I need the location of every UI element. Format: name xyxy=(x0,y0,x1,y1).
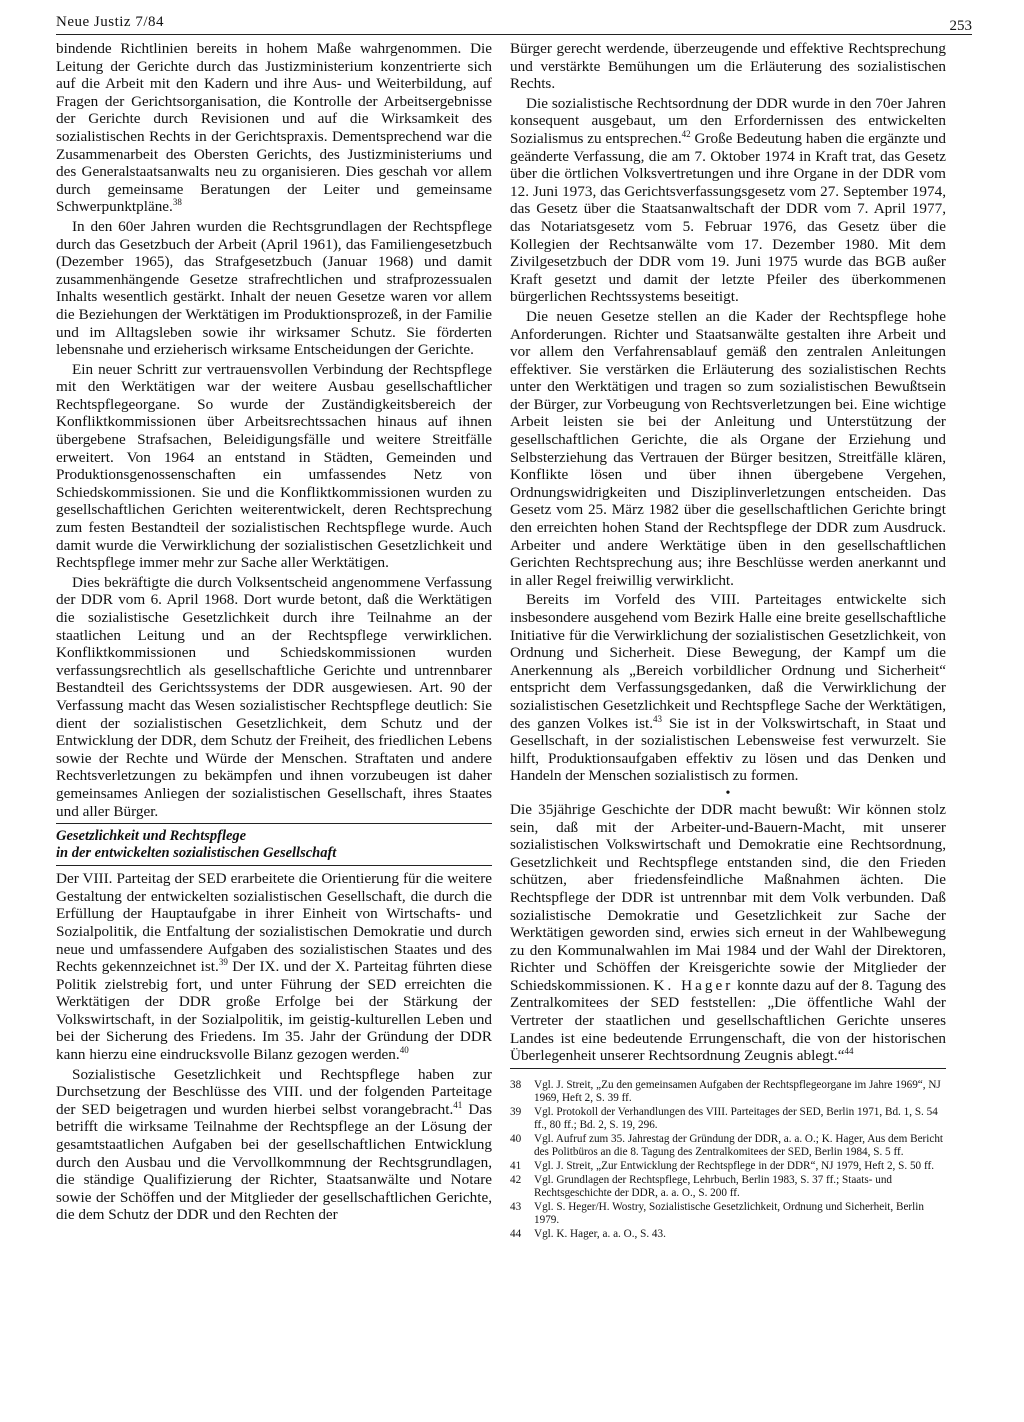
footnote-number: 42 xyxy=(510,1173,522,1186)
footnote-text: Vgl. Protokoll der Verhandlungen des VIII. Parteitages der SED, Berlin 1971, Bd. 1, S. 54 ff., 80 ff.; Bd. 2, S. 19, 296. xyxy=(534,1105,938,1131)
footnote-ref: 40 xyxy=(399,1045,409,1055)
footnote-text: Vgl. Aufruf zum 35. Jahrestag der Gründung der DDR, a. a. O.; K. Hager, Aus dem Bericht des Politbüros an die 8. Tagung des Zentralkomitees der SED, Berlin 1984, S. 5 ff. xyxy=(534,1132,944,1158)
footnote-text: Vgl. S. Heger/H. Wostry, Sozialistische Gesetzlichkeit, Ordnung und Sicherheit, Berlin 1979. xyxy=(534,1200,924,1226)
paragraph: In den 60er Jahren wurden die Rechtsgrundlagen der Rechtspflege durch das Gesetzbuch der Arbeit (April 1961), das Familiengesetzbuch (Dezember 1965), das Strafgesetzbuch (Januar 1968) und damit zusammenhängende Gesetze strafrechtlichen und strafprozessualen Inhalts wesentlich gestärkt. Inhalt der neuen Gesetze waren vor allem die Beziehungen der Werktätigen im Produktionsprozeß, in der Familie und im Alltagsleben sowie ihr wirksamer Schutz. Sie förderten lebensnahe und erzieherisch wirksame Entscheidungen der Gerichte. xyxy=(56,217,492,359)
author-name: K. Hager xyxy=(653,976,734,994)
footnote-number: 38 xyxy=(510,1078,522,1091)
footnote-text: Vgl. K. Hager, a. a. O., S. 43. xyxy=(534,1227,666,1240)
section-heading xyxy=(56,828,492,862)
paragraph xyxy=(510,801,946,1065)
footnote xyxy=(510,1228,946,1241)
paragraph: Bürger gerecht werdende, überzeugende und effektive Rechtsprechung und verstärkte Bemühungen um die Erläuterung des sozialistischen Rechts. xyxy=(510,40,946,93)
paragraph-text: Die sozialistische Rechtsordnung der DDR wurde in den 70er Jahren konsequent ausgebaut, um den Erfordernissen des entwickelten Sozialismus zu entsprechen. xyxy=(510,94,946,147)
footnote-text: Vgl. Grundlagen der Rechtspflege, Lehrbuch, Berlin 1983, S. 37 ff.; Staats- und Rechtsgeschichte der DDR, a. a. O., S. 200 ff. xyxy=(534,1173,893,1199)
footnote-text: Vgl. J. Streit, „Zu den gemeinsamen Aufgaben der Rechtspflegeorgane im Jahre 1969“, NJ 1969, Heft 2, S. 39 ff. xyxy=(534,1078,941,1104)
footnote-number: 44 xyxy=(510,1227,522,1240)
paragraph-text: konnte dazu auf der 8. Tagung des Zentralkomitees der SED feststellen: „Die öffentliche Wahl der Vertreter der staatlichen und gesellschaftlichen Gerichte unseres Landes ist eine bedeutende Errungenschaft, die von der historischen Überlegenheit unserer Rechtsordnung Zeugnis ablegt.“ xyxy=(510,976,947,1065)
paragraph xyxy=(56,1066,492,1224)
footnote-number: 40 xyxy=(510,1132,522,1145)
footnote xyxy=(510,1201,946,1227)
paragraph-text: bindende Richtlinien bereits in hohem Maße wahrgenommen. Die Leitung der Gerichte durch das Justizministerium konzentrierte sich auf die Arbeit mit den Kadern und ihre Aus- und Weiterbildung, auf Fragen der Gerichtsorganisation, die Kontrolle der Arbeitsergebnisse der Gerichte durch Revisionen und auf die Wirksamkeit des sozialistischen Rechts in der Gerichtspraxis. Dementsprechend war die Zusammenarbeit des Obersten Gerichts, des Justizministeriums und des Generalstaatsanwalts neu zu organisieren. Dies geschah vor allem durch gemeinsame Beratungen der Leiter und gemeinsame Schwerpunktpläne. xyxy=(56,40,492,216)
paragraph xyxy=(56,40,492,216)
paragraph xyxy=(510,591,946,785)
footnotes xyxy=(510,1079,946,1241)
footnote xyxy=(510,1106,946,1132)
footnote-number: 41 xyxy=(510,1159,522,1172)
footnote-ref: 43 xyxy=(653,713,662,724)
paragraph: Ein neuer Schritt zur vertrauensvollen Verbindung der Rechtspflege mit den Werktätigen war der weitere Ausbau gesellschaftlicher Rechtspflegeorgane. So wurde der Zuständigkeitsbereich der Konfliktkommissionen über Arbeitsrechtssachen hinaus auf ihnen übergebene Strafsachen, Beleidigungsfälle und weitere Streitfälle erweitert. Von 1964 an entstand in Städten, Gemeinden und Produktionsgenossenschaften ein umfassendes Netz von Schiedskommissionen. Sie und die Konfliktkommissionen wurden zu gesellschaftlichen Gerichten weiterentwickelt, deren Rechtsprechung zum festen Bestandteil der sozialistischen Rechtspflege wurde. Auch damit wurde die Verwirklichung der sozialistischen Gesetzlichkeit und Rechtspflege immer mehr zur Sache aller Werktätigen. xyxy=(56,360,492,572)
header-rule xyxy=(56,34,972,35)
footnote xyxy=(510,1133,946,1159)
footnote-text: Vgl. J. Streit, „Zur Entwicklung der Rechtspflege in der DDR“, NJ 1979, Heft 2, S. 50 ff. xyxy=(534,1159,934,1172)
footnote-ref: 38 xyxy=(172,197,182,208)
paragraph xyxy=(510,95,946,306)
paragraph-text: Das betrifft die wirksame Teilnahme der Rechtspflege an der Lösung der gesamtstaatlichen Aufgaben bei der gesellschaftlichen Entwicklung durch den Ausbau und die Vervollkommnung der Rechtsgrundlagen, die ständige Qualifizierung der Richter, Staatsanwälte und Notare sowie der Schöffen und der Mitglieder der gesellschaftlichen Gerichte, die dem Schutz der DDR und den Rechten der xyxy=(56,1100,493,1224)
paragraph-text: Bereits im Vorfeld des VIII. Parteitages entwickelte sich insbesondere ausgehend vom Bezirk Halle eine breite gesellschaftliche Initiative für die Verwirklichung der sozialistischen Gesetzlichkeit, von Ordnung und Sicherheit. Diese Bewegung, der Kampf um die Anerkennung als „Bereich vorbildlicher Ordnung und Sicherheit“ entspricht dem Verfassungsgedanken, daß die Verwirklichung der sozialistischen Gesetzlichkeit und Rechtspflege Sache der Werktätigen, des ganzen Volkes ist. xyxy=(510,591,946,732)
paragraph-text: Die 35jährige Geschichte der DDR macht bewußt: Wir können stolz sein, daß mit der Arbeiter-und-Bauern-Macht, mit unserer sozialistischen Volkswirtschaft und Demokratie eine Rechtsordnung, Gesetzlichkeit und Rechtspflege entstanden sind, die den Frieden schützen, aber friedensfeindliche Maßnahmen ächten. Die Rechtspflege der DDR ist untrennbar mit dem Volk verbunden. Daß sozialistische Demokratie und Gesetzlichkeit zur Sache der Werktätigen geworden sind, erwies sich erneut in der Wahlbewegung zu den Kommunalwahlen im Mai 1984 und der Wahl der Direktoren, Richter und Schöffen der Kreisgerichte sowie der Mitglieder der Schiedskommissionen. xyxy=(510,800,946,994)
footnote-ref: 44 xyxy=(844,1046,854,1057)
footnote-ref: 41 xyxy=(453,1099,463,1110)
footnote-number: 39 xyxy=(510,1105,522,1118)
left-column xyxy=(56,40,492,1226)
paragraph: Die neuen Gesetze stellen an die Kader der Rechtspflege hohe Anforderungen. Richter und Staatsanwälte gestalten ihre Arbeit und vor allem den Verfahrensablauf gemäß den zentralen Anleitungen effektiver. Sie verstärken die Erläuterung des sozialistischen Rechts unter den Werktätigen und tragen so zum sozialistischen Bewußtsein der Bürger, zur Vorbeugung von Rechtsverletzungen bei. Eine wichtige Arbeit leisten sie bei der Anleitung und Unterstützung der gesellschaftlichen Gerichte, die als Organe der Erziehung und Selbsterziehung das Vertrauen der Bürger besitzen, Streitfälle klären, Konflikte lösen und über ihnen übergebene Vergehen, Ordnungswidrigkeiten und Disziplinverletzungen entscheiden. Das Gesetz vom 25. März 1982 über die gesellschaftlichen Gerichte bringt den erreichten hohen Stand der Rechtspflege der DDR zum Ausdruck. Arbeiter und andere Werktätige üben in den gesellschaftlichen Gerichten Rechtsprechung aus; ihre Beschlüsse werden anerkannt und in aller Regel freiwillig verwirklicht. xyxy=(510,307,946,589)
paragraph-text: Große Bedeutung haben die ergänzte und geänderte Verfassung, die am 7. Oktober 1974 in Kraft trat, das Gesetz über die örtlichen Volksvertretungen und ihre Organe in der DDR vom 12. Juni 1973, das Gerichtsverfassungsgesetz vom 27. September 1974, das Gesetz über die Staatsanwaltschaft der DDR vom 7. April 1977, das Notariatsgesetz vom 5. Februar 1976, das Gesetz über die Kollegien der Rechtsanwälte vom 17. Dezember 1980. Mit dem Zivilgesetzbuch der DDR vom 19. Juni 1975 wurde das BGB außer Kraft gesetzt und damit der letzte Pfeiler des überkommenen bürgerlichen Rechtssystems beseitigt. xyxy=(510,129,946,306)
paragraph-text: Sie ist in der Volkswirtschaft, in Staat und Gesellschaft, in der sozialistischen Lebensweise fest verwurzelt. Sie hilft, Produktionsaufgaben effektiv zu lösen und das Denken und Handeln der Menschen sozialistisch zu formen. xyxy=(510,714,946,785)
paragraph xyxy=(56,870,492,1064)
footnote-ref: 39 xyxy=(218,957,228,968)
footnote-rule xyxy=(510,1068,946,1069)
section-separator: • xyxy=(725,785,731,801)
footnote-number: 43 xyxy=(510,1200,522,1213)
journal-title: Neue Justiz 7/84 xyxy=(56,14,164,30)
section-heading-line: Gesetzlichkeit und Rechtspflege xyxy=(56,828,247,845)
footnote xyxy=(510,1079,946,1105)
section-rule-bottom xyxy=(56,865,492,866)
page-number: 253 xyxy=(949,18,972,34)
paragraph-text: Der VIII. Parteitag der SED erarbeitete die Orientierung für die weitere Gestaltung der entwickelten sozialistischen Gesellschaft, die durch die Erfüllung der Hauptaufgabe in ihrer Einheit von Wirtschafts- und Sozialpolitik, die Entfaltung der sozialistischen Demokratie und durch neue und umfassendere Aufgaben des sozialistischen Staates und des Rechts gekennzeichnet ist. xyxy=(56,870,492,976)
paragraph: Dies bekräftigte die durch Volksentscheid angenommene Verfassung der DDR vom 6. April 1968. Dort wurde betont, daß die Werktätigen die sozialistische Gesetzlichkeit durch ihre Teilnahme an der staatlichen Leitung und an der Rechtspflege verwirklichen. Konfliktkommissionen und Schiedskommissionen wurden verfassungsrechtlich als gesellschaftliche Gerichte und untrennbarer Bestandteil des Gerichtssystems der DDR ausgewiesen. Art. 90 der Verfassung macht das Wesen sozialistischer Rechtspflege deutlich: Sie dient der sozialistischen Gesetzlichkeit, dem Schutz und der Entwicklung der DDR, dem Schutz der Freiheit, des friedlichen Lebens sowie der Rechte und Würde der Menschen. Straftaten und andere Rechtsverletzungen zu bekämpfen und ihnen vorzubeugen ist daher gemeinsames Anliegen der sozialistischen Gesellschaft, ihres Staates und aller Bürger. xyxy=(56,573,492,820)
section-rule-top xyxy=(56,823,492,824)
right-column xyxy=(510,40,946,1242)
footnote-ref: 42 xyxy=(681,128,691,139)
section-heading-line: in der entwickelten sozialistischen Gesellschaft xyxy=(56,845,337,862)
footnote xyxy=(510,1160,946,1173)
paragraph-text: Sozialistische Gesetzlichkeit und Rechtspflege haben zur Durchsetzung der Beschlüsse des VIII. und der folgenden Parteitage der SED beigetragen und wurden hierbei selbst vorangebracht. xyxy=(56,1065,492,1118)
footnote xyxy=(510,1174,946,1200)
paragraph-text: Der IX. und der X. Parteitag führten diese Politik zielstrebig fort, und unter Führung der SED erreichten die Werktätigen der DDR große Erfolge bei der Stärkung der Volkswirtschaft, in der Sozialpolitik, im geistig-kulturellen Leben und bei der Sicherung des Friedens. Im 35. Jahr der Gründung der DDR kann hierzu eine eindrucksvolle Bilanz gezogen werden. xyxy=(56,958,492,1064)
